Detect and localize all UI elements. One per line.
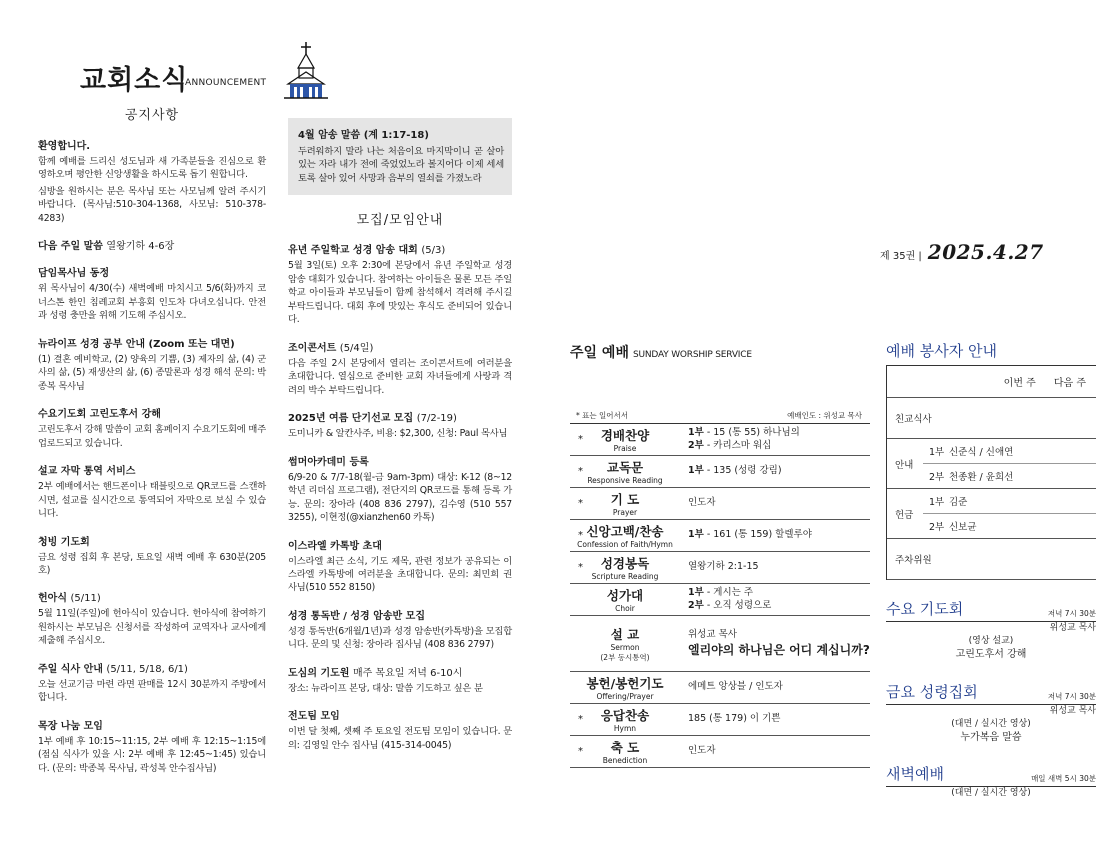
detail-text: 열왕기하 2:1-15 xyxy=(688,561,759,573)
item-title-detail: (7/2-19) xyxy=(416,413,457,425)
meeting-list xyxy=(886,598,1096,800)
item-paragraph: 이번 달 첫째, 셋째 주 토요일 전도팀 모임이 있습니다. 문의: 김영일 안수 집사님 (415-314-0045) xyxy=(288,726,512,751)
worship-item-en: Confession of Faith/Hymn xyxy=(577,540,673,549)
col-next-week: 다음 주 xyxy=(1053,378,1086,389)
worship-item-detail xyxy=(680,465,870,478)
worship-detail-line xyxy=(688,440,870,453)
recruit-item xyxy=(288,707,512,752)
notice-item xyxy=(38,137,266,225)
item-body xyxy=(38,282,266,322)
item-paragraph: 오늘 선교기금 마련 라면 판매를 12시 30분까지 주방에서 합니다. xyxy=(38,678,266,704)
item-paragraph: 6/9-20 & 7/7-18(월-금 9am-3pm) 대상: K-12 (8~12학년 리더십 프로그램), 전단지의 QR코드를 통해 등록 가능. 문의: 장아라 (408 836 2797), 김수영 (510 557 3255), 이현정(@xianzhen60 카톡) xyxy=(288,471,512,524)
notice-item xyxy=(38,335,266,393)
item-title xyxy=(288,409,512,424)
usher-subrow xyxy=(923,439,1096,463)
item-title xyxy=(288,707,512,722)
church-icon xyxy=(284,42,328,100)
worship-item-kr: 경배찬양 xyxy=(600,428,650,443)
worship-item-kr: 성경봉독 xyxy=(600,556,650,571)
recruit-item xyxy=(288,241,512,326)
notice-section-title: 공지사항 xyxy=(124,108,180,123)
item-title xyxy=(288,607,512,622)
item-paragraph: 5월 11일(주일)에 헌아식이 있습니다. 헌아식에 참여하기 원하시는 부모님은 신청서를 작성하여 교역자나 교사에게 제출해 주십시오. xyxy=(38,608,266,647)
item-title-text: 뉴라이프 성경 공부 안내 (Zoom 또는 대면) xyxy=(38,338,235,350)
item-title xyxy=(38,237,266,252)
meeting-header xyxy=(886,598,1096,622)
meeting-format: (대면 / 실시간 영상) xyxy=(951,788,1031,799)
item-title xyxy=(38,660,266,675)
item-title-text: 성경 통독반 / 성경 암송반 모집 xyxy=(288,610,425,622)
item-title xyxy=(288,664,512,679)
worship-item-names xyxy=(600,625,649,663)
item-paragraph: 고린도후서 강해 말씀이 교회 홈페이지 수요기도회에 매주 업로드되고 있습니다. xyxy=(38,424,266,449)
item-title-text: 썸머아카데미 등록 xyxy=(288,456,369,468)
meeting-topic: 누가복음 말씀 xyxy=(960,731,1022,743)
worship-item xyxy=(570,584,680,615)
item-title-text: 도심의 기도원 xyxy=(288,667,350,679)
masthead-title: 교회소식 xyxy=(80,65,189,96)
volunteer-names: 신준식 / 신애연 xyxy=(949,447,1014,458)
worship-item-names xyxy=(607,586,643,613)
detail-text: 인도자 xyxy=(688,497,716,509)
item-paragraph: 장소: 뉴라이프 본당, 대상: 말씀 기도하고 싶은 분 xyxy=(288,682,483,694)
meeting-title: 새벽예배 xyxy=(886,765,944,784)
worship-detail-line xyxy=(688,713,870,726)
item-title-detail: (5/4일) xyxy=(339,342,374,354)
service-part: 2부 xyxy=(688,439,704,451)
recruit-item xyxy=(288,453,512,525)
worship-item-en: Responsive Reading xyxy=(587,476,663,485)
kitchen-label: 친교식사 xyxy=(895,414,932,425)
notices-column xyxy=(38,40,266,787)
worship-item-detail xyxy=(680,561,870,574)
item-title-text: 주일 식사 안내 xyxy=(38,663,103,675)
recruit-section-title: 모집/모임안내 xyxy=(356,213,444,229)
meeting-time: 저녁 7시 30분 xyxy=(1047,609,1096,618)
worship-row xyxy=(570,456,870,488)
usher-label: 안내 xyxy=(895,459,914,471)
item-body xyxy=(288,682,512,695)
item-title-detail: 매주 목요일 저녁 6-10시 xyxy=(352,667,463,679)
meeting-leader: 위성교 목사 xyxy=(1049,623,1096,633)
item-paragraph: (1) 결혼 예비학교, (2) 양육의 기쁨, (3) 제자의 삶, (4) 군사의 삶, (5) 재생산의 삶, (6) 종말론과 성경 해석 문의: 박종복 목사님 xyxy=(38,353,266,392)
standing-mark: * xyxy=(578,530,583,541)
standing-mark: * xyxy=(578,498,583,509)
detail-text: - 게시는 주 xyxy=(703,586,753,598)
service-part: 1부 xyxy=(688,529,704,541)
item-body xyxy=(38,735,266,775)
item-title xyxy=(38,589,266,604)
item-title-text: 목장 나눔 모임 xyxy=(38,720,103,732)
item-body xyxy=(38,353,266,393)
item-paragraph: 1부 예배 후 10:15~11:15, 2부 예배 후 12:15~1:15에 (점심 식사가 있을 시: 2부 예배 후 12:45~1:45) 있습니다. (문의: 박종복 목사님, 곽성복 안수집사님) xyxy=(38,735,266,774)
worship-detail-line xyxy=(688,745,870,758)
volunteer-row-offering xyxy=(887,489,1096,539)
worship-item-detail xyxy=(680,587,870,613)
worship-item xyxy=(570,488,680,519)
service-part: 1부 xyxy=(929,447,945,458)
meeting-body xyxy=(886,787,1096,800)
worship-item-detail xyxy=(680,629,870,658)
worship-item-names xyxy=(577,522,673,549)
item-body xyxy=(288,357,512,397)
notice-list xyxy=(38,137,266,775)
issue-info xyxy=(880,240,1044,264)
item-body xyxy=(288,555,512,595)
item-title-text: 전도팀 모임 xyxy=(288,711,340,723)
meeting-block xyxy=(886,681,1096,746)
worship-row xyxy=(570,520,870,552)
detail-text: 인도자 xyxy=(688,745,716,757)
item-paragraph: 심방을 원하시는 분은 목사님 또는 사모님께 알려 주시기 바랍니다. (목사님:510-304-1368, 사모님: 510-378-4283) xyxy=(38,185,266,224)
item-paragraph: 도미니카 & 알칸사주, 비용: $2,300, 신청: Paul 목사님 xyxy=(288,428,508,440)
worship-detail-line xyxy=(688,529,870,542)
worship-item-kr: 설 교 xyxy=(610,626,640,642)
item-paragraph: 금요 성령 집회 후 본당, 토요일 새벽 예배 후 630분(205호) xyxy=(38,551,266,576)
item-title-text: 환영합니다. xyxy=(38,141,91,152)
standing-mark: * xyxy=(578,466,583,477)
item-paragraph: 다음 주일 2시 본당에서 열리는 조이콘서트에 여러분을 초대합니다. 열심으로 준비한 교회 자녀들에게 사랑과 격려의 박수 부탁드립니다. xyxy=(288,357,512,396)
worship-item-en: Benediction xyxy=(602,756,648,765)
item-title-text: 담임목사님 동정 xyxy=(38,268,110,280)
meeting-title: 금요 성령집회 xyxy=(886,682,978,701)
worship-rows xyxy=(570,424,870,768)
worship-item-detail xyxy=(680,745,870,758)
service-part: 1부 xyxy=(688,426,704,438)
item-body xyxy=(38,678,266,705)
worship-detail-line xyxy=(688,427,870,440)
recruit-column xyxy=(288,118,512,764)
recruit-item xyxy=(288,339,512,397)
worship-item-names xyxy=(611,490,640,517)
notice-item xyxy=(38,533,266,578)
memory-verse-title: 4월 암송 말씀 (계 1:17-18) xyxy=(298,130,429,141)
volunteer-row-parking xyxy=(887,539,1096,580)
item-body xyxy=(288,471,512,525)
worship-item xyxy=(570,456,680,487)
volunteer-names: 신보균 xyxy=(949,522,977,533)
worship-meta xyxy=(570,410,870,424)
item-title xyxy=(38,462,266,477)
item-body xyxy=(38,155,266,225)
worship-item-kr: 봉헌/봉헌기도 xyxy=(586,676,664,691)
notice-item xyxy=(38,589,266,647)
worship-item-en: Praise xyxy=(613,444,637,453)
recruit-item xyxy=(288,607,512,652)
worship-item-detail xyxy=(680,713,870,726)
offering-label: 헌금 xyxy=(895,509,914,521)
worship-detail-line xyxy=(688,587,870,600)
worship-item-kr: 신앙고백/찬송 xyxy=(586,524,664,539)
service-part: 2부 xyxy=(688,599,704,611)
item-title-text: 청빙 기도회 xyxy=(38,536,90,548)
volunteer-table xyxy=(886,366,1096,580)
notice-item xyxy=(38,405,266,450)
worship-detail-line xyxy=(688,497,870,510)
recruit-item xyxy=(288,664,512,695)
standing-mark: * xyxy=(578,562,583,573)
masthead xyxy=(38,40,266,100)
item-title xyxy=(288,339,512,354)
masthead-subtitle: ANNOUNCEMENT xyxy=(185,78,267,88)
volunteer-row-usher xyxy=(887,439,1096,489)
worship-item-en: Hymn xyxy=(613,724,637,733)
issue-date: 2025.4.27 xyxy=(927,240,1044,264)
worship-item xyxy=(570,672,680,703)
detail-text: 위성교 목사 xyxy=(688,629,737,640)
meeting-leader: 위성교 목사 xyxy=(1049,705,1096,716)
offering-subrow xyxy=(923,489,1096,513)
worship-item-detail xyxy=(680,681,870,694)
meeting-time: 저녁 7시 30분 xyxy=(1047,691,1096,701)
detail-text: 에메트 앙상블 / 인도자 xyxy=(688,681,783,693)
recruit-list xyxy=(288,241,512,752)
meeting-topic: 고린도후서 강해 xyxy=(955,649,1027,661)
worship-row xyxy=(570,672,870,704)
worship-row xyxy=(570,704,870,736)
item-body xyxy=(288,427,512,440)
meeting-body xyxy=(886,622,1096,663)
usher-list xyxy=(923,439,1096,488)
meeting-format: (영상 설교) xyxy=(968,636,1014,647)
parking-label: 주차위원 xyxy=(895,555,932,566)
standing-mark: * xyxy=(578,434,583,445)
item-title-text: 헌아식 xyxy=(38,593,67,605)
standing-note: * 표는 일어서서 xyxy=(576,411,628,420)
notice-item xyxy=(38,462,266,520)
item-title-text: 수요기도회 고린도후서 강해 xyxy=(38,409,161,421)
worship-item-en: Scripture Reading xyxy=(591,572,659,581)
offering-list xyxy=(923,489,1096,538)
item-body xyxy=(288,625,512,652)
worship-item xyxy=(570,623,680,665)
meeting-body xyxy=(886,705,1096,746)
worship-item-names xyxy=(586,674,663,701)
worship-item xyxy=(570,520,680,551)
item-title xyxy=(288,537,512,552)
meeting-block xyxy=(886,763,1096,800)
service-part: 2부 xyxy=(929,522,945,533)
issue-volume: 제 35권 | xyxy=(880,251,922,262)
item-title xyxy=(38,137,266,152)
meeting-time: 매일 새벽 5시 30분 xyxy=(1031,774,1096,784)
worship-item-names xyxy=(587,458,662,485)
item-title xyxy=(38,533,266,548)
item-body xyxy=(38,480,266,520)
volunteer-table-header xyxy=(887,366,1096,398)
worship-detail-line xyxy=(688,629,870,642)
item-paragraph: 함께 예배를 드리신 성도님과 새 가족분들을 진심으로 환영하오며 평안한 신앙생활을 하시도록 돕기 원합니다. xyxy=(38,156,266,181)
meeting-block xyxy=(886,598,1096,663)
item-body xyxy=(288,259,512,326)
worship-row xyxy=(570,736,870,768)
item-body xyxy=(38,551,266,578)
notice-item xyxy=(38,660,266,705)
item-title xyxy=(288,453,512,468)
item-paragraph: 5월 3일(토) 오후 2:30에 본당에서 유년 주일학교 성경암송 대회가 있습니다. 참여하는 아이들은 물론 모든 주일학교 아이들과 부모님들이 함께 참석해서 격려해 주시길 부탁드립니다. 대회 후에 맛있는 후식도 준비되어 있습니다. xyxy=(288,260,513,326)
item-paragraph: 이스라엘 최근 소식, 기도 제목, 관련 정보가 공유되는 이스라엘 카톡방에 여러분을 초대합니다. 문의: 최민희 권사님(510 552 8150) xyxy=(288,555,512,594)
worship-item-names xyxy=(601,426,649,453)
worship-item-note: (2부 동시통역) xyxy=(600,652,650,662)
item-paragraph: 성경 통독반(6개월/1년)과 성경 암송반(카톡방)을 모집합니다. 문의 및 신청: 장아라 집사님 (408 836 2797) xyxy=(288,625,512,651)
detail-text: - 카리스마 워십 xyxy=(703,439,772,451)
item-title-text: 이스라엘 카톡방 초대 xyxy=(288,540,382,552)
item-title xyxy=(288,241,512,256)
item-body xyxy=(288,725,512,752)
recruit-item xyxy=(288,409,512,440)
worship-row xyxy=(570,616,870,672)
detail-text: 185 (통 179) 이 기쁜 xyxy=(688,713,781,725)
standing-mark: * xyxy=(578,746,583,757)
worship-item-kr: 기 도 xyxy=(610,492,640,507)
worship-item-detail xyxy=(680,497,870,510)
worship-item-kr: 응답찬송 xyxy=(600,708,650,723)
col-this-week: 이번 주 xyxy=(1003,378,1036,389)
volunteer-row-kitchen xyxy=(887,398,1096,439)
worship-item xyxy=(570,424,680,455)
item-title-detail: (5/11, 5/18, 6/1) xyxy=(106,663,188,675)
offering-subrow xyxy=(923,513,1096,538)
worship-detail-line xyxy=(688,561,870,574)
item-title-detail: (5/3) xyxy=(421,245,446,257)
worship-item-en: Offering/Prayer xyxy=(596,692,654,701)
item-title-text: 설교 자막 통역 서비스 xyxy=(38,466,136,478)
worship-row xyxy=(570,424,870,456)
meeting-header xyxy=(886,763,1096,787)
recruit-item xyxy=(288,537,512,595)
worship-item-names xyxy=(601,706,649,733)
service-part: 1부 xyxy=(929,497,945,508)
worship-title: 주일 예배 xyxy=(570,345,629,361)
worship-row xyxy=(570,552,870,584)
item-title xyxy=(38,335,266,350)
standing-mark: * xyxy=(578,714,583,725)
worship-subtitle: SUNDAY WORSHIP SERVICE xyxy=(632,350,752,360)
worship-item-kr: 교독문 xyxy=(606,460,644,475)
item-paragraph: 위 목사님이 4/30(수) 새벽예배 마치시고 5/6(화)까지 코너스톤 한인 침례교회 부흥회 인도차 다녀오십니다. 안전과 성령 충만을 위해 기도해 주십시오. xyxy=(38,283,266,322)
item-title xyxy=(38,717,266,732)
item-title-detail: 열왕기하 4-6장 xyxy=(106,241,175,253)
worship-item-kr: 축 도 xyxy=(610,740,640,755)
worship-detail-line xyxy=(688,600,870,613)
worship-order xyxy=(570,342,870,768)
meeting-header xyxy=(886,681,1096,705)
service-part: 2부 xyxy=(929,472,945,483)
worship-detail-line xyxy=(688,465,870,478)
worship-item xyxy=(570,704,680,735)
worship-item xyxy=(570,736,680,767)
meeting-format: (대면 / 실시간 영상) xyxy=(951,718,1031,729)
item-title xyxy=(38,405,266,420)
detail-text: - 15 (통 55) 하나님의 xyxy=(703,426,800,438)
item-title-text: 조이콘서트 xyxy=(288,342,337,354)
detail-text: - 161 (통 159) 할렐루야 xyxy=(703,529,812,541)
detail-text: - 오직 성령으로 xyxy=(703,599,772,611)
usher-subrow xyxy=(923,463,1096,488)
volunteer-column xyxy=(886,340,1096,800)
worship-item-en: Prayer xyxy=(612,508,638,517)
item-paragraph: 2부 예배에서는 핸드폰이나 태블릿으로 QR코드를 스캔하시면, 설교를 실시간으로 통역되어 자막으로 보실 수 있습니다. xyxy=(38,481,266,520)
item-body xyxy=(38,607,266,647)
item-title-detail: (5/11) xyxy=(70,593,101,605)
worship-leader: 예배인도 : 위성교 목사 xyxy=(787,411,862,420)
worship-item-en: Sermon xyxy=(610,642,640,652)
worship-item xyxy=(570,552,680,583)
worship-row xyxy=(570,584,870,616)
worship-item-kr: 성가대 xyxy=(606,588,644,603)
service-part: 1부 xyxy=(688,586,704,598)
sermon-title: 엘리야의 하나님은 어디 계십니까? xyxy=(688,642,870,657)
worship-item-en: Choir xyxy=(615,604,635,613)
item-title-text: 2025년 여름 단기선교 모집 xyxy=(288,413,414,425)
item-title xyxy=(38,264,266,279)
worship-header xyxy=(570,342,870,362)
volunteer-names: 천종환 / 윤희선 xyxy=(949,472,1014,483)
item-body xyxy=(38,423,266,450)
memory-verse-body: 두려워하지 말라 나는 처음이요 마지막이니 곧 살아 있는 자라 내가 전에 죽었었노라 볼지어다 이제 세세토록 살아 있어 사망과 음부의 열쇠를 가졌노라 xyxy=(298,146,504,184)
notice-item xyxy=(38,264,266,322)
worship-item-names xyxy=(592,554,659,581)
worship-item-detail xyxy=(680,529,870,542)
notice-item xyxy=(38,717,266,775)
service-part: 1부 xyxy=(688,465,704,477)
volunteer-names: 김준 xyxy=(949,497,968,508)
volunteer-title: 예배 봉사자 안내 xyxy=(886,340,1096,366)
item-title-text: 다음 주일 말씀 xyxy=(38,241,103,253)
item-title-text: 유년 주일학교 성경 암송 대회 xyxy=(288,245,418,257)
worship-row xyxy=(570,488,870,520)
worship-detail-line xyxy=(688,681,870,694)
worship-item-names xyxy=(603,738,647,765)
worship-item-detail xyxy=(680,427,870,453)
meeting-title: 수요 기도회 xyxy=(886,600,964,618)
memory-verse-box xyxy=(288,118,512,195)
notice-item xyxy=(38,237,266,252)
detail-text: - 135 (성령 강림) xyxy=(703,465,782,477)
